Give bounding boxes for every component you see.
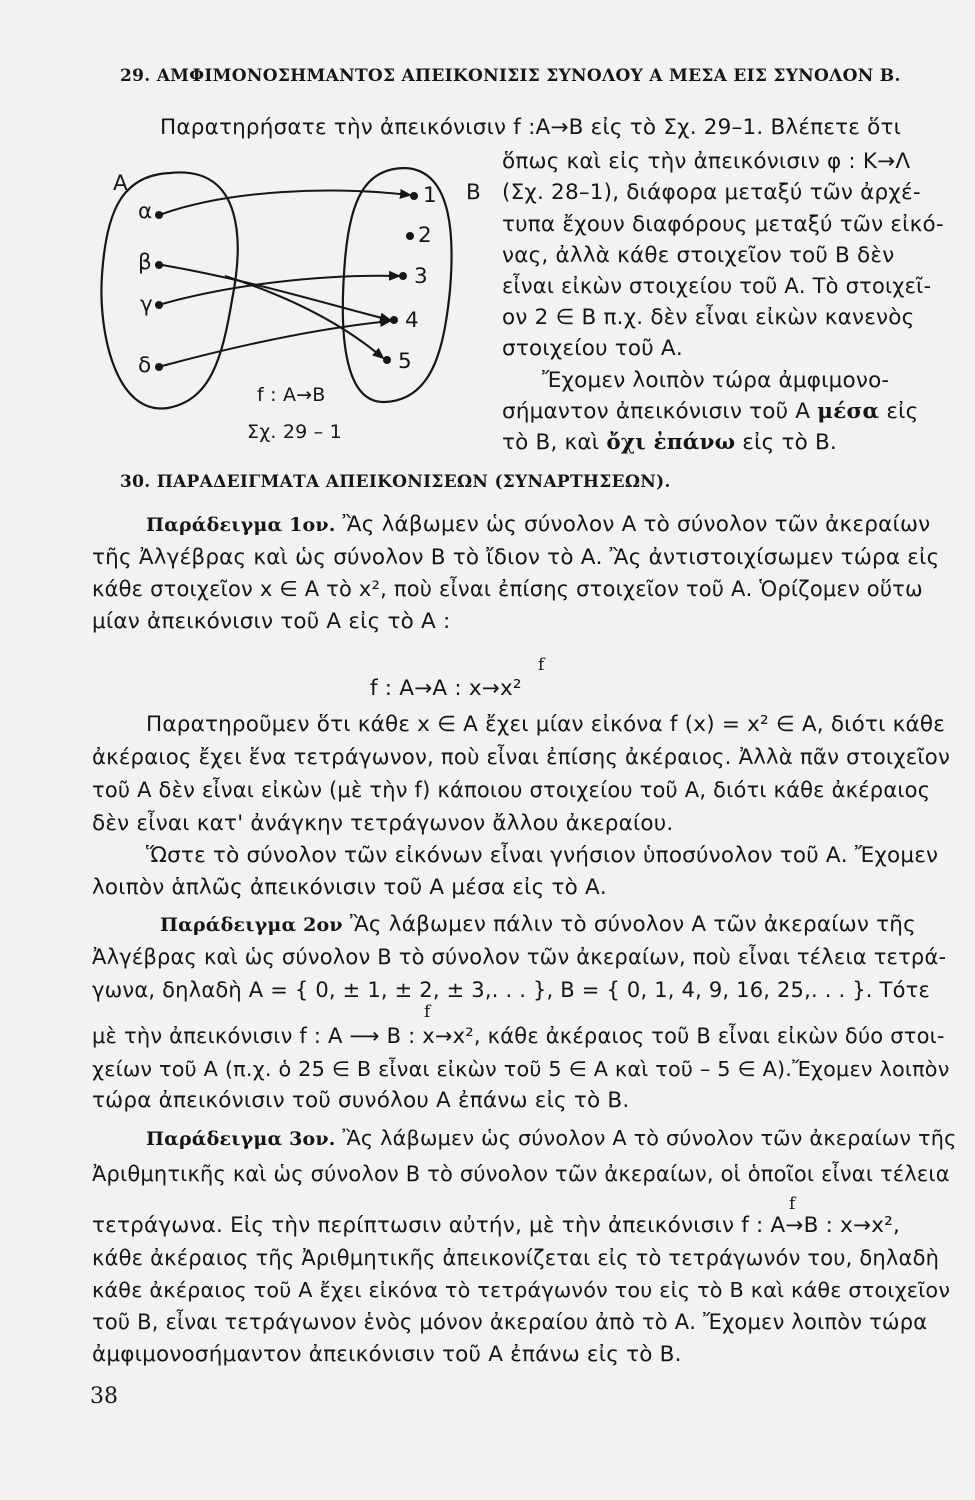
example-3-first-line <box>146 1126 957 1150</box>
formula-f-superscript: f <box>789 1194 796 1214</box>
element-3-label: 3 <box>414 264 428 289</box>
text-line: ον 2 ∈ Β π.χ. δὲν εἶναι εἰκὼν κανενὸς <box>502 305 915 330</box>
element-dot-gamma <box>155 301 163 309</box>
arrow-delta-4 <box>162 321 390 366</box>
text-line: κάθε στοιχεῖον x ∈ A τὸ x², ποὺ εἶναι ἐπίσης στοιχεῖον τοῦ Α. Ὁρίζομεν οὕτω <box>92 577 923 601</box>
element-dot-4 <box>390 316 398 324</box>
text-line: ἀκέραιος ἔχει ἕνα τετράγωνον, ποὺ εἶναι ἐπίσης ἀκέραιος. Ἀλλὰ πᾶν στοιχεῖον <box>92 745 951 770</box>
text-line: μίαν ἀπεικόνισιν τοῦ Α εἰς τὸ Α : <box>92 609 451 634</box>
text-line: νας, ἀλλὰ κάθε στοιχεῖον τοῦ Β δὲν <box>502 243 895 268</box>
formula-f-superscript: f <box>424 1002 431 1022</box>
text-line: Παρατηροῦμεν ὅτι κάθε x ∈ A ἔχει μίαν εἰκόνα f (x) = x² ∈ A, διότι κάθε <box>146 712 946 737</box>
text-line: τοῦ Α δὲν εἶναι εἰκὼν (μὲ τὴν f) κάποιου στοιχείου τοῦ Α, διότι κάθε ἀκέραιος <box>92 778 931 802</box>
text-line: χείων τοῦ Α (π.χ. ὁ 25 ∈ B εἶναι εἰκὼν τοῦ 5 ∈ A καὶ τοῦ – 5 ∈ A).Ἔχομεν λοιπὸν <box>92 1057 950 1081</box>
text-line: λοιπὸν ἁπλῶς ἀπεικόνισιν τοῦ Α μέσα εἰς τὸ Α. <box>92 875 607 900</box>
element-dot-delta <box>155 363 163 371</box>
map-label: f : A→B <box>257 384 326 406</box>
text-line: τυπα ἔχουν διαφόρους μεταξύ τῶν εἰκό- <box>502 212 944 237</box>
text-span: Ἂς λάβωμεν ὡς σύνολον Α τὸ σύνολον τῶν ἀκεραίων τῆς <box>342 1126 957 1150</box>
arrow-to-5 <box>225 276 383 358</box>
example-1-first-line <box>146 512 930 537</box>
example-2-label: Παράδειγμα 2ον <box>160 914 343 936</box>
text-line: (Σχ. 28–1), διάφορα μεταξύ τῶν ἀρχέ- <box>502 180 921 205</box>
element-dot-2 <box>406 232 414 240</box>
example-3-label: Παράδειγμα 3ον. <box>146 1128 336 1150</box>
section-29-title: 29. ΑΜΦΙΜΟΝΟΣΗΜΑΝΤΟΣ ΑΠΕΙΚΟΝΙΣΙΣ ΣΥΝΟΛΟΥ Α ΜΕΣΑ ΕΙΣ ΣΥΝΟΛΟΝ Β. <box>120 66 901 86</box>
element-gamma-label: γ <box>140 292 153 317</box>
text-line: δὲν εἶναι κατ' ἀνάγκην τετράγωνον ἄλλου ἀκεραίου. <box>92 811 674 836</box>
text-span: Ἂς λάβωμεν ὡς σύνολον Α τὸ σύνολον τῶν ἀκεραίων <box>342 512 931 537</box>
text-line: γωνα, δηλαδὴ A = { 0, ± 1, ± 2, ± 3,. . . }, B = { 0, 1, 4, 9, 16, 25,. . . }. Τότε <box>92 978 931 1002</box>
text-line: μὲ τὴν ἀπεικόνισιν f : A ⟶ B : x→x², κάθε ἀκέραιος τοῦ Β εἶναι εἰκὼν δύο στοι- <box>92 1024 945 1048</box>
text-line: εἶναι εἰκὼν στοιχείου τοῦ Α. Τὸ στοιχεῖ- <box>502 274 932 298</box>
section-30-title: 30. ΠΑΡΑΔΕΙΓΜΑΤΑ ΑΠΕΙΚΟΝΙΣΕΩΝ (ΣΥΝΑΡΤΗΣΕΩΝ). <box>120 472 671 492</box>
text-span: τὸ Β, καὶ <box>502 430 600 455</box>
text-line: Ὥστε τὸ σύνολον τῶν εἰκόνων εἶναι γνήσιον ὑποσύνολον τοῦ Α. Ἔχομεν <box>146 843 939 868</box>
text-line: ἀμφιμονοσήμαντον ἀπεικόνισιν τοῦ Α ἐπάνω εἰς τὸ Β. <box>92 1342 682 1367</box>
bold-text: ὄχι ἐπάνω <box>606 430 736 455</box>
element-dot-beta <box>155 261 163 269</box>
element-alpha-label: α <box>138 199 153 224</box>
text-span: σήμαντον ἀπεικόνισιν τοῦ Α <box>502 399 811 424</box>
arrow-beta-4 <box>162 265 390 320</box>
element-dot-alpha <box>155 211 163 219</box>
text-line: κάθε ἀκέραιος τῆς Ἀριθμητικῆς ἀπεικονίζεται εἰς τὸ τετράγωνόν του, δηλαδὴ <box>92 1246 940 1270</box>
text-span: εἰς <box>886 399 919 424</box>
text-line: στοιχείου τοῦ Α. <box>502 336 683 361</box>
element-5-label: 5 <box>398 349 412 374</box>
element-dot-1 <box>410 192 418 200</box>
text-span: Ἂς λάβωμεν πάλιν τὸ σύνολον Α τῶν ἀκεραίων τῆς <box>349 912 916 937</box>
text-line: κάθε ἀκέραιος τοῦ Α ἔχει εἰκόνα τὸ τετράγωνόν του εἰς τὸ Β καὶ κάθε στοιχεῖον <box>92 1278 951 1302</box>
figure-caption: Σχ. 29 – 1 <box>247 421 342 443</box>
arrow-alpha-1 <box>162 191 410 214</box>
element-delta-label: δ <box>138 353 152 378</box>
text-line: τώρα ἀπεικόνισιν τοῦ συνόλου Α ἐπάνω εἰς τὸ Β. <box>92 1088 630 1113</box>
bold-text: μέσα <box>817 399 880 424</box>
text-line: τετράγωνα. Εἰς τὴν περίπτωσιν αὐτήν, μὲ τὴν ἀπεικόνισιν f : A→B : x→x², <box>92 1213 901 1238</box>
set-b-label: Β <box>466 180 481 205</box>
element-1-label: 1 <box>423 183 437 208</box>
formula-f-superscript: f <box>538 655 545 675</box>
text-line: τοῦ Β, εἶναι τετράγωνον ἑνὸς μόνον ἀκεραίου ἀπὸ τὸ Α. Ἔχομεν λοιπὸν τώρα <box>92 1310 928 1334</box>
section-29-line-1: Παρατηρήσατε τὴν ἀπεικόνισιν f :A→B εἰς τὸ Σχ. 29–1. Βλέπετε ὅτι <box>160 115 902 140</box>
page-number: 38 <box>90 1384 118 1409</box>
text-line: Ἀριθμητικῆς καὶ ὡς σύνολον Β τὸ σύνολον τῶν ἀκεραίων, οἱ ὁποῖοι εἶναι τέλεια <box>92 1162 950 1186</box>
example-1-label: Παράδειγμα 1ον. <box>146 514 336 536</box>
text-line: τῆς Ἀλγέβρας καὶ ὡς σύνολον Β τὸ ἴδιον τὸ Α. Ἂς ἀντιστοιχίσωμεν τώρα εἰς <box>92 545 940 570</box>
formula: f : A→A : x→x² <box>370 676 522 701</box>
element-beta-label: β <box>138 250 152 275</box>
element-4-label: 4 <box>405 308 419 333</box>
text-line: Ἔχομεν λοιπὸν τώρα ἀμφιμονο- <box>542 368 890 393</box>
element-dot-5 <box>383 356 391 364</box>
set-a-label: Α <box>113 171 128 196</box>
text-line: ὅπως καὶ εἰς τὴν ἀπεικόνισιν φ : Κ→Λ <box>502 149 911 174</box>
example-2-first-line <box>160 912 916 937</box>
element-dot-3 <box>399 272 407 280</box>
element-2-label: 2 <box>418 223 432 248</box>
text-span: εἰς τὸ Β. <box>742 430 837 455</box>
arrow-gamma-3 <box>162 276 399 304</box>
text-line: Ἀλγέβρας καὶ ὡς σύνολον Β τὸ σύνολον τῶν ἀκεραίων, ποὺ εἶναι τέλεια τετρά- <box>92 945 947 969</box>
